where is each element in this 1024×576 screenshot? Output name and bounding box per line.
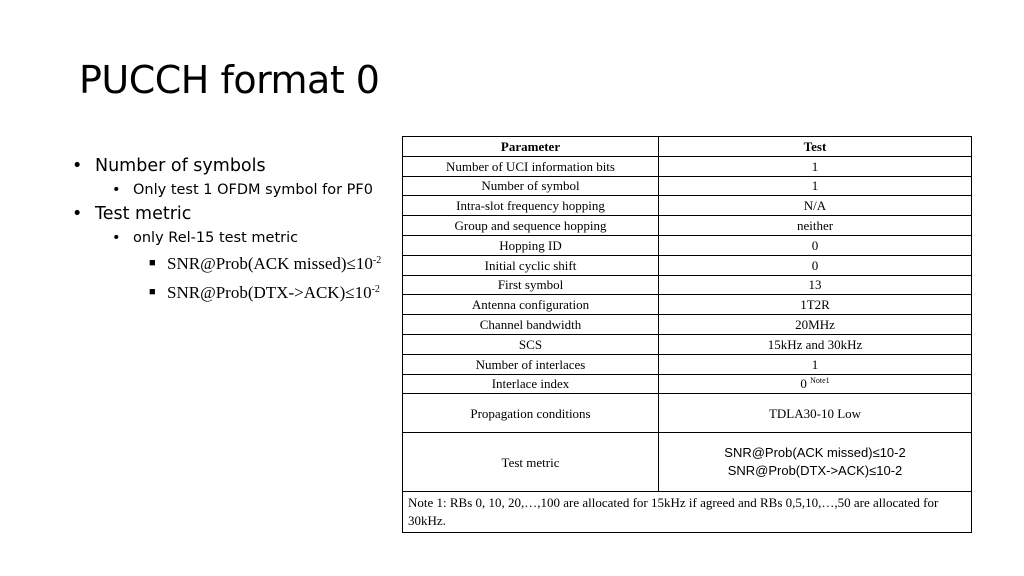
table-row (403, 354, 972, 374)
table-row (403, 295, 972, 315)
table-row (403, 255, 972, 275)
table-row (403, 156, 972, 176)
bullet-list (72, 154, 392, 310)
param-cell: First symbol (403, 275, 659, 295)
sub-bullet-rel15: • only Rel-15 test metric (72, 227, 392, 250)
value-cell: 15kHz and 30kHz (659, 334, 972, 354)
value-cell: 1 (659, 354, 972, 374)
value-cell: 1 (659, 176, 972, 196)
test-parameter-table (402, 136, 972, 533)
param-cell: Number of UCI information bits (403, 156, 659, 176)
table-row (403, 334, 972, 354)
header-test: Test (659, 137, 972, 157)
table-row (403, 235, 972, 255)
param-cell: Number of interlaces (403, 354, 659, 374)
value-cell: N/A (659, 196, 972, 216)
param-cell: Group and sequence hopping (403, 216, 659, 236)
bullet-dot-icon: • (112, 182, 121, 198)
value-cell: neither (659, 216, 972, 236)
bullet-test-metric: • Test metric (72, 202, 392, 227)
param-cell: Channel bandwidth (403, 315, 659, 335)
param-cell: Test metric (403, 433, 659, 492)
param-cell: Hopping ID (403, 235, 659, 255)
value-cell: 1T2R (659, 295, 972, 315)
metric-line: SNR@Prob(DTX->ACK)≤10-2 (727, 463, 903, 479)
param-cell: Propagation conditions (403, 394, 659, 433)
table-header-row (403, 137, 972, 157)
param-cell: SCS (403, 334, 659, 354)
param-cell: Number of symbol (403, 176, 659, 196)
sub-bullet-ofdm-symbol: • Only test 1 OFDM symbol for PF0 (72, 179, 392, 202)
param-cell: Initial cyclic shift (403, 255, 659, 275)
value-cell: 0 (659, 255, 972, 275)
note-cell: Note 1: RBs 0, 10, 20,…,100 are allocated for 15kHz if agreed and RBs 0,5,10,…,50 are allocated for 30kHz. (403, 492, 972, 533)
sub-sub-bullet-dtx-ack: ■ $SNR@Prob(DTX->ACK)\le 10^{-2}$ (149, 283, 380, 302)
table-row (403, 216, 972, 236)
metric-line: SNR@Prob(ACK missed)≤10-2 (724, 445, 906, 461)
param-cell: Interlace index (403, 374, 659, 394)
table-row (403, 196, 972, 216)
value-cell: TDLA30-10 Low (659, 394, 972, 433)
square-bullet-icon: ■ (149, 257, 156, 269)
param-cell: Antenna configuration (403, 295, 659, 315)
table-row (403, 374, 972, 394)
sub-sub-bullet-ack-missed: ■ SNR@Prob(ACK $missed)\le 10^{-2}$ (149, 254, 382, 273)
square-bullet-icon: ■ (149, 286, 156, 298)
table-row (403, 275, 972, 295)
bullet-number-of-symbols: • Number of symbols (72, 154, 392, 179)
table-note-row (403, 492, 972, 533)
table-row (403, 394, 972, 433)
header-parameter: Parameter (403, 137, 659, 157)
bullet-dot-icon: • (112, 230, 121, 246)
value-cell: 0 (659, 235, 972, 255)
value-cell: 0 $^{Note1}$ (659, 374, 972, 394)
value-cell: 1 (659, 156, 972, 176)
value-cell: 13 (659, 275, 972, 295)
table-row (403, 433, 972, 492)
slide-title: PUCCH format 0 (79, 58, 380, 102)
table-row (403, 176, 972, 196)
note-ref: Note1 (810, 376, 830, 386)
table-row (403, 315, 972, 335)
param-cell: Intra-slot frequency hopping (403, 196, 659, 216)
value-cell (659, 433, 972, 492)
value-cell: 20MHz (659, 315, 972, 335)
